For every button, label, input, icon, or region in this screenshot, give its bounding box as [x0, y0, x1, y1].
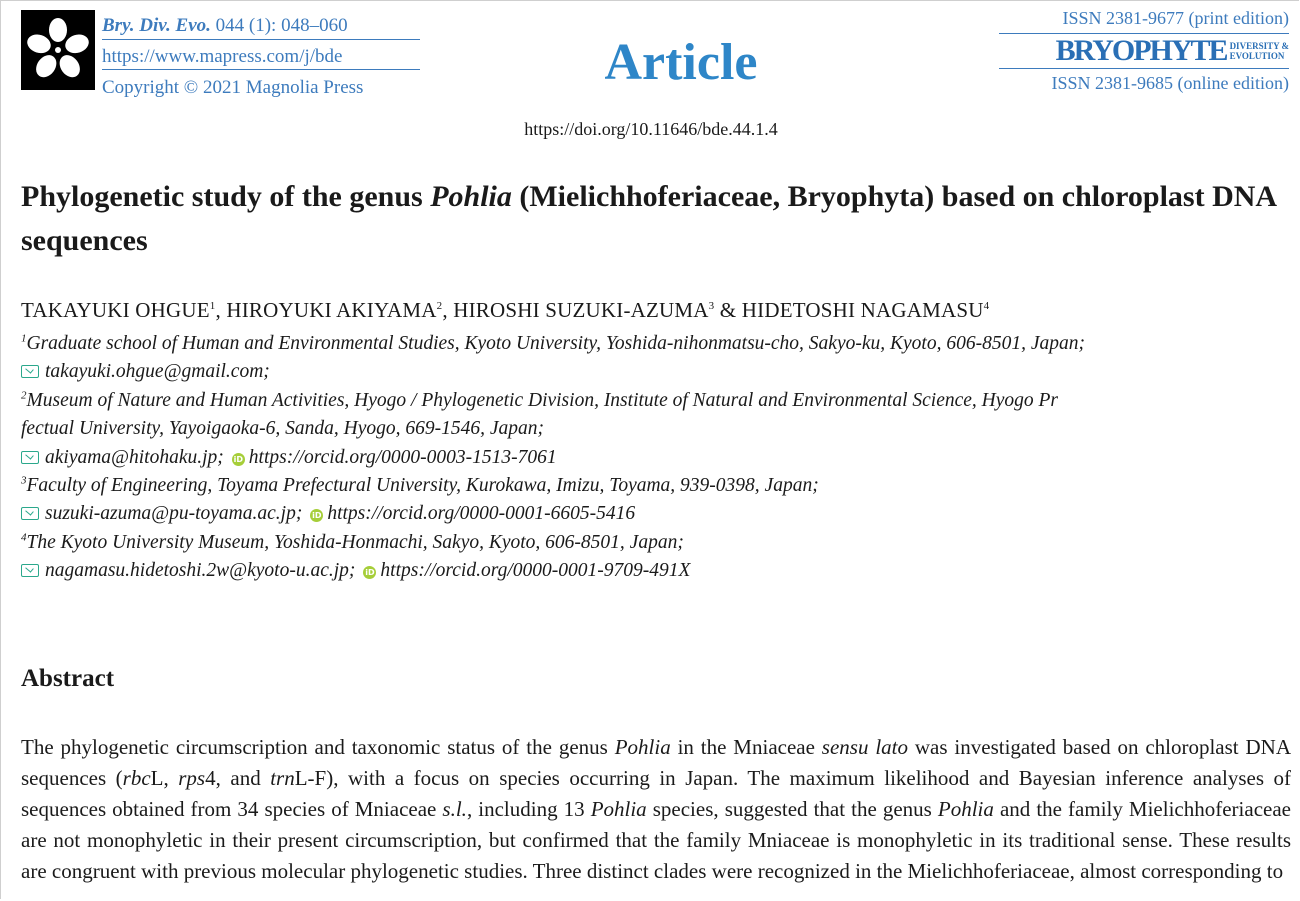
- author-name: HIROSHI SUZUKI-AZUMA: [453, 298, 709, 322]
- brand-subtitle: [1230, 41, 1289, 61]
- affiliation-text: The Kyoto University Museum, Yoshida-Honmachi, Sakyo, Kyoto, 606-8501, Japan;: [26, 531, 684, 553]
- affiliation-text: Faculty of Engineering, Toyama Prefectural University, Kurokawa, Imizu, Toyama, 939-0398, Japan;: [26, 475, 819, 497]
- header-divider: [102, 69, 420, 70]
- affiliation-marker: 2: [21, 389, 27, 402]
- email-link[interactable]: akiyama@hitohaku.jp;: [45, 446, 224, 468]
- orcid-link[interactable]: https://orcid.org/0000-0003-1513-7061: [248, 446, 557, 468]
- abstract-italic: s.l.: [442, 797, 467, 821]
- contact-row-3: [21, 500, 1291, 528]
- title-genus: Pohlia: [430, 180, 512, 213]
- email-icon: [21, 451, 39, 464]
- header-divider: [102, 39, 420, 40]
- email-link[interactable]: takayuki.ohgue@gmail.com;: [45, 361, 270, 383]
- abstract-body: [21, 732, 1291, 901]
- brand-name: BRYOPHYTE: [1055, 34, 1227, 67]
- email-link[interactable]: suzuki-azuma@pu-toyama.ac.jp;: [45, 503, 303, 525]
- orcid-icon: iD: [233, 454, 243, 464]
- issn-online: ISSN 2381-9685 (online edition): [1051, 73, 1289, 93]
- abstract-text: The phylogenetic circumscription and taxonomic status of the genus: [21, 735, 615, 759]
- issn-block: [999, 6, 1289, 95]
- author-affiliation-marker: 4: [983, 300, 990, 312]
- contact-row-2: [21, 444, 1291, 472]
- flower-logo-icon: [27, 17, 89, 83]
- affiliation-marker: 1: [21, 332, 27, 345]
- journal-url[interactable]: https://www.mapress.com/j/bde: [102, 46, 343, 67]
- orcid-link[interactable]: https://orcid.org/0000-0001-6605-5416: [327, 503, 636, 525]
- abstract-italic: Pohlia: [590, 797, 647, 821]
- author-separator: &: [714, 298, 742, 322]
- abstract-italic: rbc: [122, 766, 151, 790]
- affiliation-2-continued: fectual University, Yayoigaoka-6, Sanda, Hyogo, 669-1546, Japan;: [21, 418, 544, 440]
- abstract-text: species, suggested that the genus: [646, 797, 938, 821]
- journal-issue-line: [102, 10, 422, 41]
- contact-row-4: [21, 557, 1291, 585]
- email-link[interactable]: nagamasu.hidetoshi.2w@kyoto-u.ac.jp;: [45, 560, 356, 582]
- orcid-link[interactable]: https://orcid.org/0000-0001-9709-491X: [380, 560, 691, 582]
- abstract-text: L-F), with a focus on species occurring in Japan. The maximum likelihood and Bayesian inference analyses of sequences obtained from 34 species of Mniaceae: [21, 766, 1291, 821]
- abstract-text: , including 13: [466, 797, 591, 821]
- journal-issue: 044 (1): 048–060: [215, 15, 348, 36]
- magnolia-press-logo: [21, 10, 95, 90]
- affiliations: [21, 330, 1291, 586]
- affiliation-text: Museum of Nature and Human Activities, Hyogo / Phylogenetic Division, Institute of Natural and Environmental Science, Hyogo Pr: [26, 389, 1059, 411]
- author-affiliation-marker: 3: [708, 300, 715, 312]
- author-separator: ,: [442, 298, 454, 322]
- abstract-text: 4, and: [205, 766, 271, 790]
- article-title: [21, 175, 1286, 263]
- journal-brand: [999, 33, 1289, 69]
- affiliation-4: [21, 529, 1291, 557]
- orcid-icon: iD: [365, 568, 375, 578]
- copyright-notice: Copyright © 2021 Magnolia Press: [102, 77, 364, 98]
- abstract-italic: Pohlia: [937, 797, 994, 821]
- title-text: (Mielichhoferiaceae, Bryophyta) based on chloroplast DNA sequences: [21, 180, 1276, 257]
- email-icon: [21, 507, 39, 520]
- affiliation-text: Graduate school of Human and Environmental Studies, Kyoto University, Yoshida-nihonmatsu-cho, Sakyo-ku, Kyoto, 606-8501, Japan;: [26, 333, 1085, 354]
- abstract-italic: rps: [178, 766, 206, 790]
- email-icon: [21, 564, 39, 577]
- abstract-heading: Abstract: [21, 665, 115, 692]
- author-separator: ,: [215, 298, 227, 322]
- author-affiliation-marker: 2: [436, 300, 443, 312]
- brand-subtitle-line1: DIVERSITY &: [1229, 41, 1289, 51]
- abstract-italic: sensu lato: [821, 735, 909, 759]
- issn-print: ISSN 2381-9677 (print edition): [1062, 8, 1289, 28]
- affiliation-marker: 4: [21, 531, 27, 544]
- author-name: HIROYUKI AKIYAMA: [226, 298, 437, 322]
- abstract-text: and the family Mielichhoferiaceae are not monophyletic in their present circumscription, but confirmed that the family Mniaceae is monophyletic in its traditional sense. These results are congruent with previous molecular phylogenetic studies. Three distinct clades were recognized in the Mielichhoferiaceae, almost corresponding to: [21, 797, 1291, 883]
- journal-citation: [102, 10, 422, 103]
- author-name: HIDETOSHI NAGAMASU: [741, 298, 984, 322]
- contact-row-1: [21, 358, 1291, 386]
- affiliation-marker: 3: [21, 474, 27, 487]
- abstract-text: was investigated based on chloroplast DNA sequences (: [21, 735, 1291, 790]
- title-text: Phylogenetic study of the genus: [21, 180, 431, 213]
- author-name: TAKAYUKI OHGUE: [21, 298, 210, 322]
- author-list: [21, 298, 1291, 323]
- author-affiliation-marker: 1: [209, 300, 216, 312]
- article-type-label: Article: [604, 34, 758, 91]
- abstract-text: L,: [150, 766, 179, 790]
- abstract-text: in the Mniaceae: [670, 735, 822, 759]
- affiliation-3: [21, 472, 1291, 500]
- journal-abbreviation: Bry. Div. Evo.: [102, 15, 211, 36]
- doi-link[interactable]: https://doi.org/10.11646/bde.44.1.4: [524, 119, 778, 139]
- brand-subtitle-line2: EVOLUTION: [1229, 51, 1285, 61]
- orcid-icon: iD: [312, 511, 322, 521]
- abstract-italic: trn: [270, 766, 295, 790]
- affiliation-1: [21, 330, 1291, 358]
- affiliation-2: [21, 387, 1291, 415]
- abstract-italic: Pohlia: [614, 735, 671, 759]
- email-icon: [21, 365, 39, 378]
